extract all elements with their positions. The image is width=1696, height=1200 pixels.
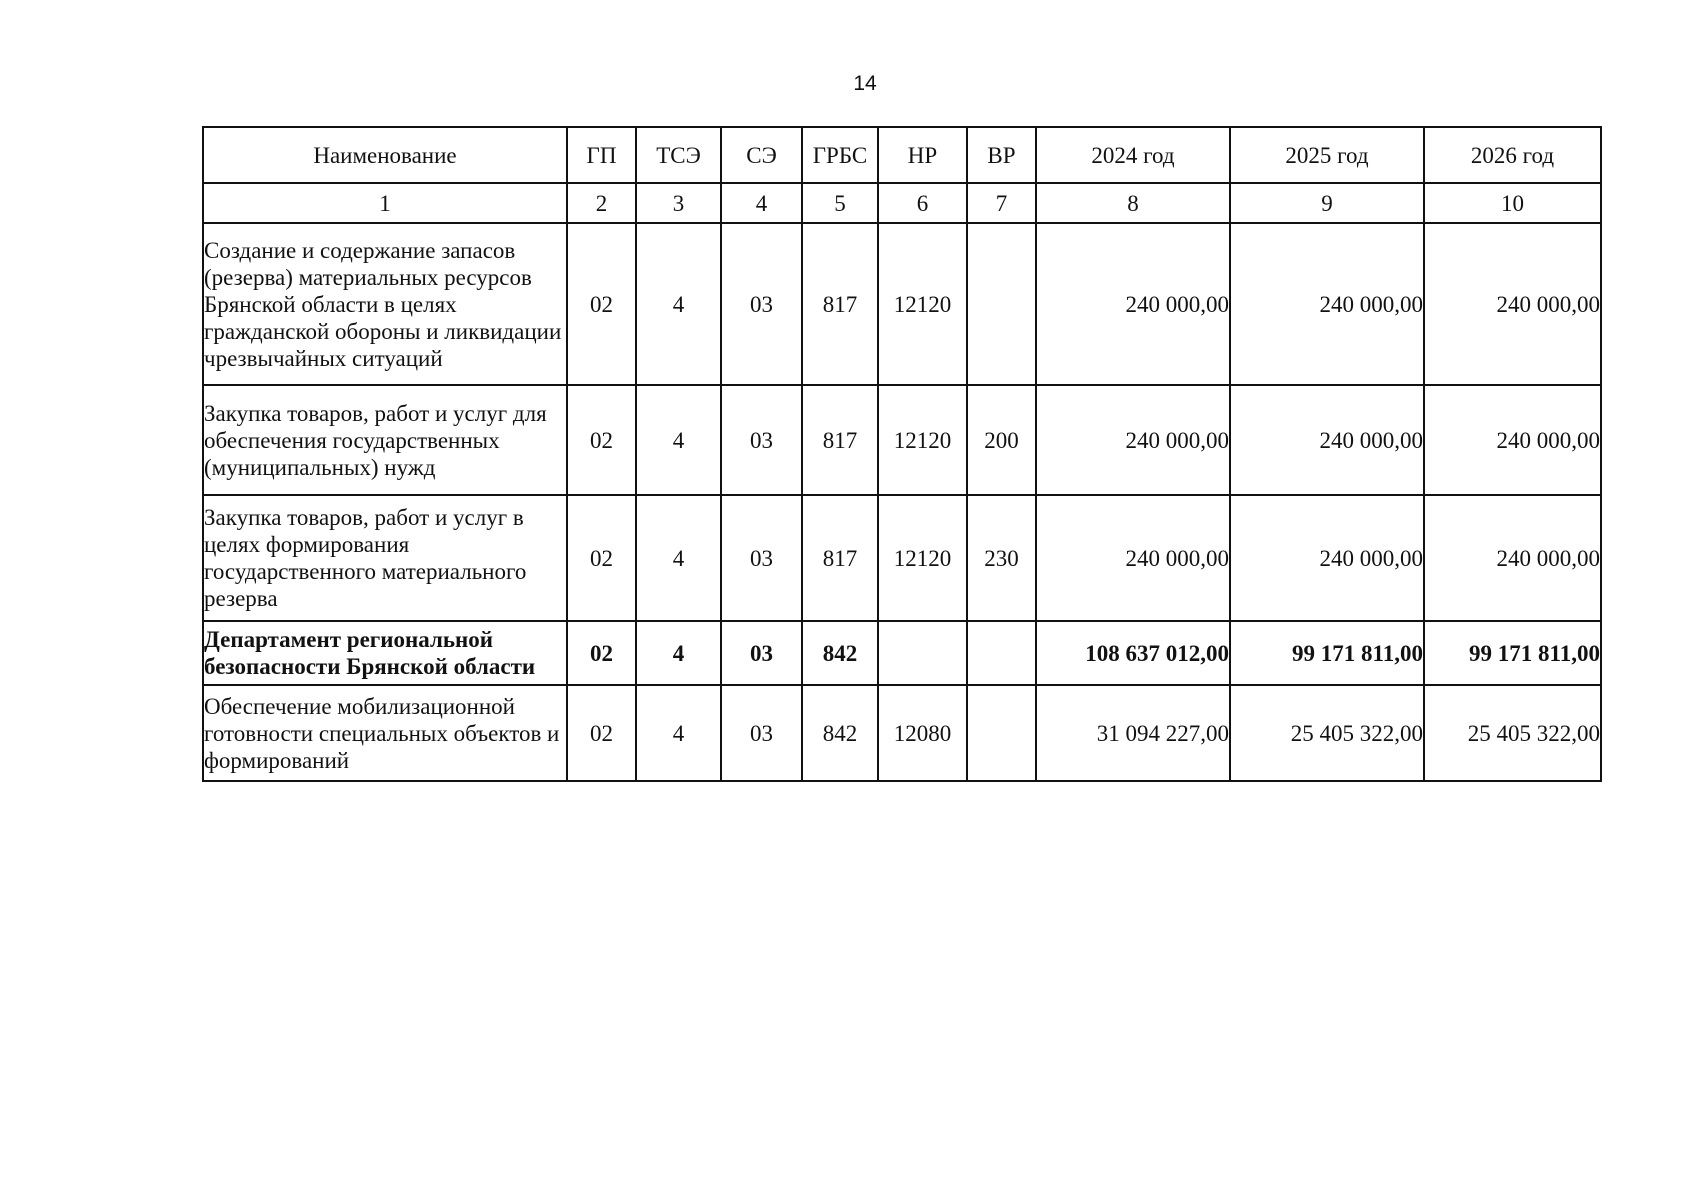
row-2025: 99 171 811,00	[1230, 621, 1424, 685]
row-vr: 230	[967, 495, 1036, 621]
row-grbs: 817	[802, 385, 878, 495]
row-name: Департамент региональной безопасности Брянской области	[203, 621, 567, 685]
header-2025: 2025 год	[1230, 127, 1424, 183]
column-number: 7	[967, 183, 1036, 223]
row-tse: 4	[636, 621, 721, 685]
row-tse: 4	[636, 385, 721, 495]
header-name: Наименование	[203, 127, 567, 183]
header-2026: 2026 год	[1424, 127, 1601, 183]
row-2024: 240 000,00	[1036, 385, 1230, 495]
table-row	[203, 621, 1601, 685]
row-2024: 108 637 012,00	[1036, 621, 1230, 685]
column-number: 9	[1230, 183, 1424, 223]
row-2026: 25 405 322,00	[1424, 685, 1601, 781]
row-nr: 12120	[878, 495, 967, 621]
header-gp: ГП	[567, 127, 636, 183]
column-number: 6	[878, 183, 967, 223]
header-row	[203, 127, 1601, 183]
header-se: СЭ	[721, 127, 802, 183]
header-nr: НР	[878, 127, 967, 183]
row-se: 03	[721, 685, 802, 781]
row-2025: 240 000,00	[1230, 223, 1424, 385]
row-se: 03	[721, 495, 802, 621]
table-row	[203, 385, 1601, 495]
row-2026: 240 000,00	[1424, 385, 1601, 495]
row-gp: 02	[567, 495, 636, 621]
row-grbs: 842	[802, 621, 878, 685]
budget-table	[202, 126, 1602, 782]
row-gp: 02	[567, 685, 636, 781]
row-2026: 99 171 811,00	[1424, 621, 1601, 685]
row-vr	[967, 685, 1036, 781]
row-2026: 240 000,00	[1424, 495, 1601, 621]
row-gp: 02	[567, 223, 636, 385]
row-2024: 240 000,00	[1036, 495, 1230, 621]
row-vr	[967, 621, 1036, 685]
row-name: Закупка товаров, работ и услуг для обеспечения государственных (муниципальных) нужд	[203, 385, 567, 495]
row-grbs: 817	[802, 495, 878, 621]
row-nr: 12080	[878, 685, 967, 781]
row-2025: 240 000,00	[1230, 385, 1424, 495]
header-tse: ТСЭ	[636, 127, 721, 183]
row-se: 03	[721, 223, 802, 385]
row-grbs: 817	[802, 223, 878, 385]
row-nr	[878, 621, 967, 685]
row-vr: 200	[967, 385, 1036, 495]
row-2024: 240 000,00	[1036, 223, 1230, 385]
row-name: Обеспечение мобилизационной готовности специальных объектов и формирований	[203, 685, 567, 781]
row-2026: 240 000,00	[1424, 223, 1601, 385]
row-tse: 4	[636, 495, 721, 621]
column-number: 1	[203, 183, 567, 223]
row-nr: 12120	[878, 385, 967, 495]
row-gp: 02	[567, 621, 636, 685]
column-number: 8	[1036, 183, 1230, 223]
header-grbs: ГРБС	[802, 127, 878, 183]
row-grbs: 842	[802, 685, 878, 781]
column-number: 2	[567, 183, 636, 223]
row-name: Создание и содержание запасов (резерва) материальных ресурсов Брянской области в целях гражданской обороны и ликвидации чрезвычайных ситуаций	[203, 223, 567, 385]
row-se: 03	[721, 385, 802, 495]
column-number: 4	[721, 183, 802, 223]
row-name: Закупка товаров, работ и услуг в целях формирования государственного материального резерва	[203, 495, 567, 621]
row-vr	[967, 223, 1036, 385]
column-number: 5	[802, 183, 878, 223]
row-se: 03	[721, 621, 802, 685]
table-row	[203, 495, 1601, 621]
header-vr: ВР	[967, 127, 1036, 183]
row-2025: 25 405 322,00	[1230, 685, 1424, 781]
row-2024: 31 094 227,00	[1036, 685, 1230, 781]
row-gp: 02	[567, 385, 636, 495]
page-number: 14	[853, 72, 877, 95]
row-tse: 4	[636, 223, 721, 385]
row-2025: 240 000,00	[1230, 495, 1424, 621]
table-row	[203, 685, 1601, 781]
table-row	[203, 223, 1601, 385]
column-number-row	[203, 183, 1601, 223]
header-2024: 2024 год	[1036, 127, 1230, 183]
column-number: 3	[636, 183, 721, 223]
row-nr: 12120	[878, 223, 967, 385]
column-number: 10	[1424, 183, 1601, 223]
row-tse: 4	[636, 685, 721, 781]
